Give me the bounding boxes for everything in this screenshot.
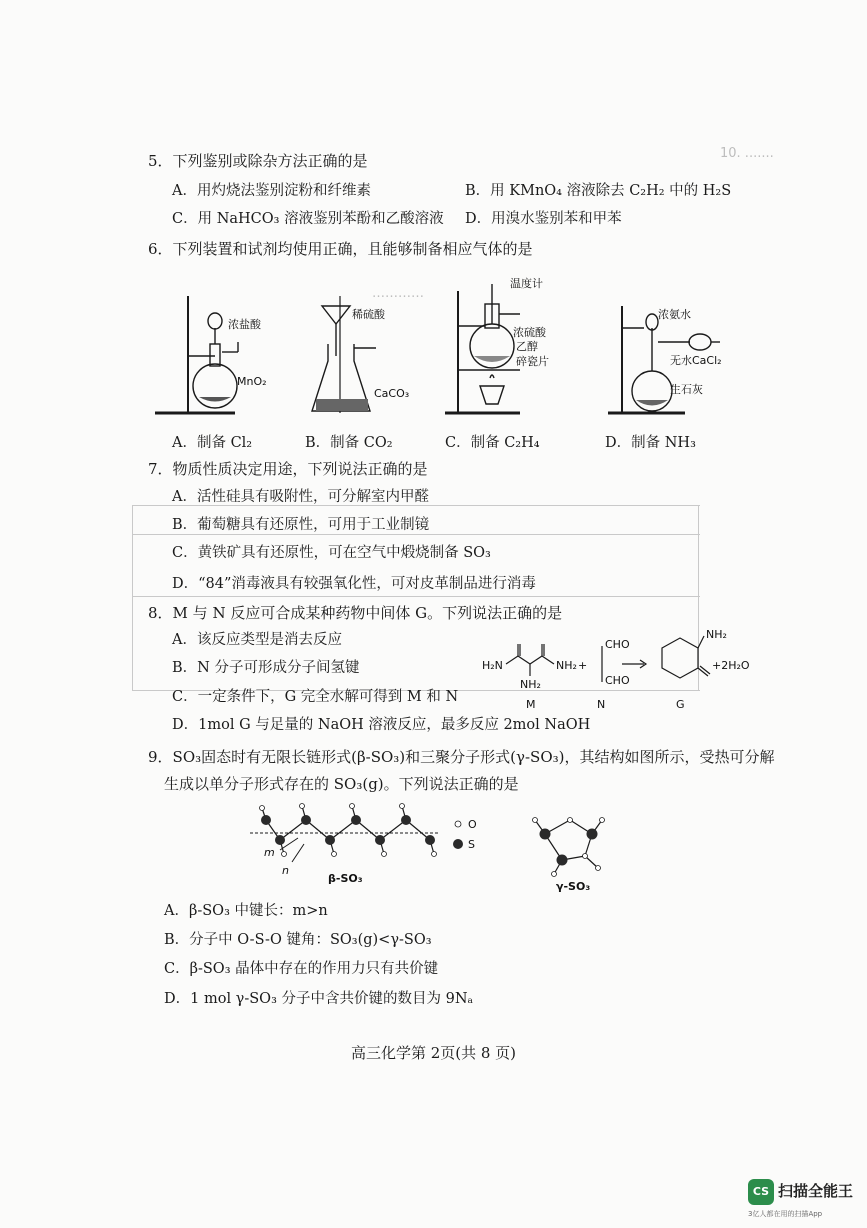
q8-option-a: A．该反应类型是消去反应 [172,632,342,648]
scanner-watermark-badge [748,1177,860,1223]
q8-option-d: D．1mol G 与足量的 NaOH 溶液反应，最多反应 2mol NaOH [172,717,591,733]
bleed-through-text: ………… [372,286,424,301]
n-cho-bottom: CHO [605,674,630,687]
label-n: n [282,864,289,877]
bleed-through-text: 10. ....... [720,146,774,161]
q8-stem: 8．M 与 N 反应可合成某种药物中间体 G。下列说法正确的是 [148,604,563,622]
atom-legend [453,821,463,849]
label-anhydrous-cacl2: 无水CaCl₂ [670,354,722,367]
q6-option-d: D．制备 NH₃ [605,435,696,451]
label-porcelain-chips: 碎瓷片 [516,355,549,368]
q6-option-b: B．制备 CO₂ [305,435,393,451]
scanner-tagline: 3亿人都在用的扫描App [748,1210,823,1218]
q7-option-a: A．活性硅具有吸附性，可分解室内甲醛 [172,489,429,505]
label-gamma-so3: γ-SO₃ [556,880,591,893]
beta-so3-chain [250,804,440,863]
page-footer: 高三化学第 2页(共 8 页) [350,1044,517,1062]
q7-stem: 7．物质性质决定用途，下列说法正确的是 [148,460,428,478]
gamma-so3-ring [533,818,605,877]
q6-apparatus-figure [140,266,760,426]
n-cho-top: CHO [605,638,630,651]
legend-o: O [468,818,477,831]
label-m: m [264,846,275,859]
q8-reaction-scheme [480,626,765,716]
scanner-app-name: 扫描全能王 [778,1182,854,1200]
q9-option-c: C．β-SO₃ 晶体中存在的作用力只有共价键 [164,961,439,977]
q7-option-d: D．“84”消毒液具有较强氧化性，可对皮革制品进行消毒 [172,576,536,592]
q5-option-c: C．用 NaHCO₃ 溶液鉴别苯酚和乙酸溶液 [172,211,444,227]
q8-option-b: B．N 分子可形成分子间氢键 [172,660,360,676]
m-nh2: NH₂ [556,659,577,672]
q9-option-a: A．β-SO₃ 中键长：m>n [164,903,328,919]
label-ethanol: 乙醇 [516,340,538,353]
label-conc-ammonia: 浓氨水 [658,308,691,321]
label-dilute-h2so4: 稀硫酸 [352,308,385,321]
q5-option-b: B．用 KMnO₄ 溶液除去 C₂H₂ 中的 H₂S [465,183,732,199]
m-nh2-lower: NH₂ [520,678,541,691]
q9-option-b: B．分子中 O-S-O 键角：SO₃(g)<γ-SO₃ [164,932,432,948]
label-beta-so3: β-SO₃ [328,872,363,885]
q5-option-d: D．用溴水鉴别苯和甲苯 [465,211,622,227]
product-water: +2H₂O [712,659,750,672]
apparatus-c [445,284,520,413]
q6-option-c: C．制备 C₂H₄ [445,435,540,451]
label-conc-h2so4: 浓硫酸 [513,326,546,339]
plus-sign: + [578,659,588,672]
q9-stem-line1: 9．SO₃固态时有无限长链形式(β-SO₃)和三聚分子形式(γ-SO₃)，其结构如图所示，受热可分解 [148,748,775,766]
g-nh2: NH₂ [706,628,727,641]
bleed-table-line [132,505,133,690]
camscanner-logo-icon: CS [748,1179,774,1205]
legend-s: S [468,838,475,851]
label-N: N [597,698,606,711]
q6-option-a: A．制备 Cl₂ [172,435,253,451]
label-conc-hcl: 浓盐酸 [228,318,261,331]
bleed-table-line [132,596,700,597]
q5-option-a: A．用灼烧法鉴别淀粉和纤维素 [172,183,371,199]
q7-option-b: B．葡萄糖具有还原性，可用于工业制镜 [172,517,430,533]
q8-option-c: C．一定条件下，G 完全水解可得到 M 和 N [172,689,459,705]
q9-so3-structure-figure [240,800,640,900]
q6-stem: 6．下列装置和试剂均使用正确，且能够制备相应气体的是 [148,240,533,258]
q9-stem-line2: 生成以单分子形式存在的 SO₃(g)。下列说法正确的是 [164,775,519,793]
label-mno2: MnO₂ [237,375,267,388]
label-thermometer: 温度计 [510,277,543,290]
apparatus-a [155,296,238,413]
label-G: G [676,698,685,711]
bleed-table-line [132,534,700,535]
label-caco3: CaCO₃ [374,387,410,400]
label-M: M [526,698,536,711]
q7-option-c: C．黄铁矿具有还原性，可在空气中煅烧制备 SO₃ [172,545,491,561]
q9-option-d: D．1 mol γ-SO₃ 分子中含共价键的数目为 9Nₐ [164,991,474,1007]
q5-stem: 5．下列鉴别或除杂方法正确的是 [148,152,368,170]
label-quicklime: 生石灰 [670,383,703,396]
m-h2n: H₂N [482,659,503,672]
